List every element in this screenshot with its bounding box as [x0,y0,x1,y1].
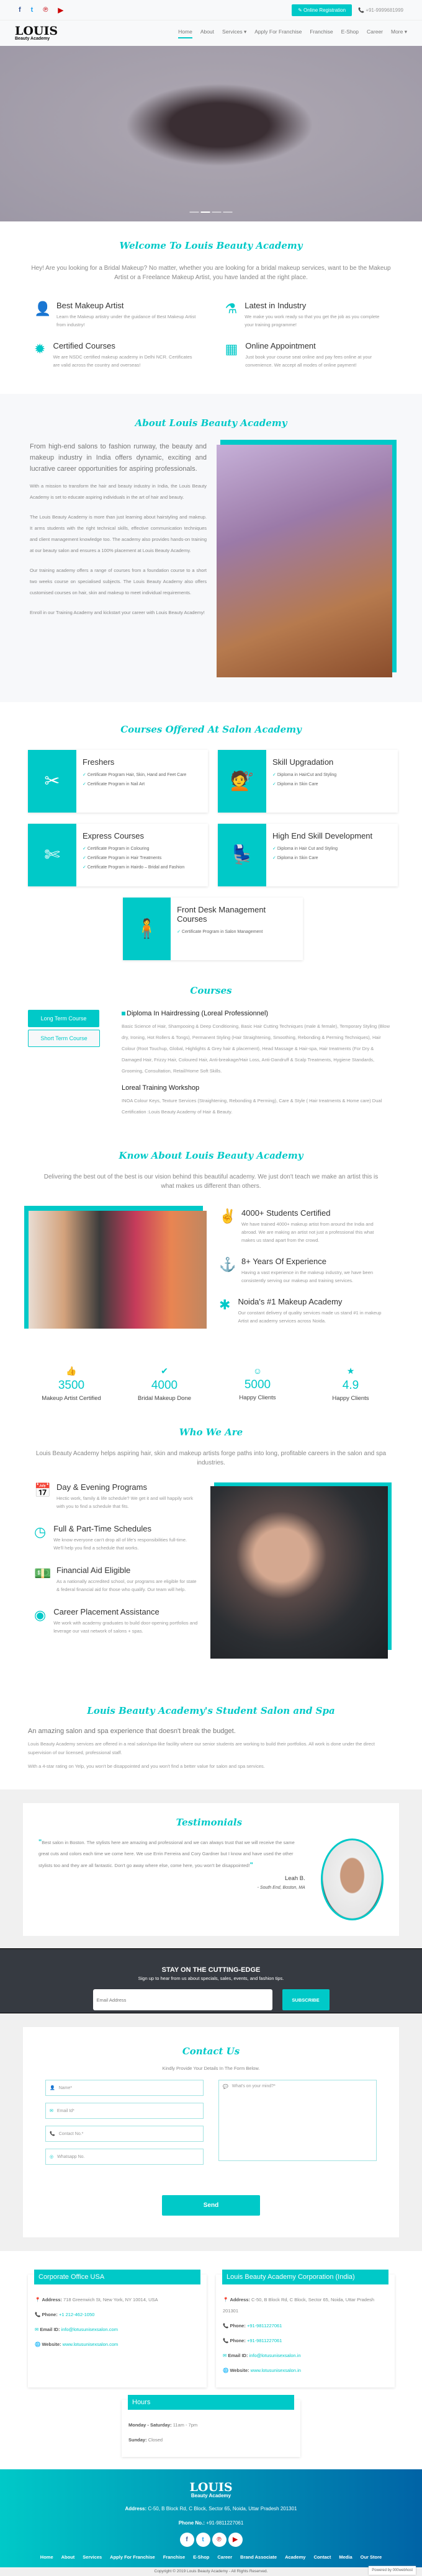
hours-label: Sunday: [128,2437,147,2443]
nav-item-franchise[interactable]: Franchise [310,28,333,35]
field-placeholder: Whatsapp No. [57,2154,85,2159]
testimonial-location: - South End, Boston, MA [257,1886,305,1890]
contact-title: Contact Us [182,2046,240,2057]
long-term-course-tab[interactable]: Long Term Course [28,1010,99,1027]
know-features [219,1208,387,1329]
course-card-title: Freshers [83,757,115,767]
feature-title: Certified Courses [53,341,115,350]
courses-offered-section [0,702,422,979]
twitter-icon[interactable]: t [30,6,34,14]
phone-icon: 📞 [35,2312,42,2317]
feature-title: Full & Part-Time Schedules [53,1524,151,1533]
office-line [216,2294,395,2317]
footer-address: C-50, B Block Rd, C Block, Sector 65, Noida, Uttar Pradesh 201301 [148,2506,297,2511]
who-image-frame [210,1486,388,1659]
office-line-label: Address: [42,2297,62,2302]
nav-menu [178,29,407,38]
feature-text: Our constant delivery of quality services made us stand #1 in makeup Artist and academy services across Noida. [238,1310,382,1324]
footer-links [0,2554,422,2560]
who-features [34,1482,198,1659]
hero-slider[interactable] [0,46,422,221]
spa-para: With a 4-star rating on Yelp, you won't be disappointed and you won't find a better value for salon and spa services. [28,1763,265,1769]
feature-item [34,341,197,369]
slider-dot[interactable] [190,212,199,213]
footer-link-services[interactable]: Services [83,2554,102,2560]
hours-value: Closed [148,2437,163,2443]
spa-para: Louis Beauty Academy services are offered in a real salon/spa-like facility where our senior students are working to build their portfolios. All work is done under the direct supervision of our licensed, professional staff. [28,1741,375,1755]
calendar-icon: ▦ [225,341,238,357]
hours-title: Hours [128,2395,294,2410]
slider-dot[interactable] [212,212,222,213]
about-image-frame [217,445,392,677]
office-line-value[interactable]: info@lotusunisexsalon.com [61,2327,118,2332]
who-image [210,1486,388,1659]
office-line-label: Website: [230,2368,249,2373]
footer-logo-name: LOUIS [189,2480,233,2494]
course-card[interactable] [218,750,398,813]
student-salon-section [0,1677,422,1789]
stat-label: Happy Clients [239,1394,276,1401]
money-icon: 💵 [34,1566,52,1581]
feature-title: Career Placement Assistance [53,1607,159,1616]
testimonial-quote: Best salon in Boston. The stylists here are amazing and professional and we can always trust that we will receive the same great cuts and colors each time we come here. We use Errin Ferreira and Cory Gardner but I know and have used the other stylists too and they are all fantastic. Don't go away where else, come here, you won't be disappointed! [38,1840,295,1868]
who-title: Who We Are [179,1427,243,1438]
whatsapp-icon: ◎ [50,2155,54,2159]
course-card-item: ✓ Certificate Program in Salon Management [177,929,297,936]
hours-card [122,2400,300,2457]
about-title: About Louis Beauty Academy [135,417,287,429]
course-card-item: ✓ Certificate Program in Colouring [83,845,184,853]
feature-title: Online Appointment [245,341,316,350]
stat-item [211,1366,304,1402]
offices-section [0,2251,422,2469]
office-line [216,2320,395,2332]
online-registration-button[interactable]: ✎ Online Registration [292,4,352,16]
comment-icon: 💬 [222,2085,228,2089]
newsletter-title: STAY ON THE CUTTING-EDGE [161,1966,261,1974]
feature-item [34,301,197,329]
feature-text: We are NSDC certified makeup academy in Delhi NCR. Certificates are valid across the country and overseas! [53,354,192,368]
course-heading: Diploma In Hairdressing (Loreal Professionnel) [127,1010,269,1017]
welcome-section [0,221,422,394]
office-line-label: Phone: [230,2338,246,2343]
feature-title: 8+ Years Of Experience [241,1257,326,1266]
copyright-text: Copyright © 2019 Louis Beauty Academy - All Rights Reserved. [154,2569,268,2574]
course-card-item: ✓ Diploma in Skin Care [272,781,336,788]
course-card[interactable] [218,824,398,886]
stats-section [0,1347,422,1427]
calendar-check-icon: 📅 [34,1482,52,1498]
footer-link-about[interactable]: About [61,2554,75,2560]
feature-item [34,1607,198,1635]
phone-icon: 📞 [358,7,365,13]
short-term-course-tab[interactable]: Short Term Course [28,1030,100,1047]
footer-logo-tagline: Beauty Academy [191,2493,231,2498]
course-card-item: ✓ Certificate Program in Hairdo – Bridal and Fashion [83,864,184,871]
testimonial-author: Leah B. [284,1875,305,1882]
newsletter-subtitle: Sign up to hear from us about specials, sales, events, and fashion tips. [138,1976,284,1981]
feature-title: Financial Aid Eligible [56,1566,131,1575]
office-line-label: Website: [42,2342,61,2347]
testimonials-section: Testimonials "Best salon in Boston. The stylists here are amazing and professional and we can always trust that we will receive the same great cuts and colors each time we come here. We use Errin Ferreira and Cory Gardner but I know and have used the other stylists too and they are all fantastic. Don't go away where else, come here, you won't be disappointed!" Leah B. - South End, Boston, MA [0,1789,422,1948]
office-line-label: Email ID: [40,2327,60,2332]
haircut-icon: 💇 [218,750,266,813]
feature-item [219,1297,387,1325]
office-line-label: Email ID: [228,2353,248,2358]
office-line [28,2309,207,2320]
course-description: Basic Science of Hair, Shampooing & Deep Conditioning, Basic Hair Cutting Techniques (male & female), Temporary Styling (Blow dry, Ironing, Hot Rollers & Tongs), Permanent Styling (Hair Straightening, Smoothing, Rebonding & Perming Techniques), Hair Colour (Root Touchup, Global, Highlights & Grey hair & placement), Head Massage & Hair-spa, Hair treatments (For Dry & Damaged Hair, Frizzy Hair, Coloured Hair, Anti-breakage/Hair Loss, Anti-Dandruff & Scalp Treatments, Hygiene Standards, Grooming, Consultation, Retail/Home Soft Skills. [122,1023,390,1074]
footer-address-label: Address: [125,2506,147,2511]
bullet-square-icon [122,1012,125,1015]
office-line [28,2324,207,2335]
top-bar [0,0,422,20]
footer-link-ourstore[interactable]: Our Store [360,2554,382,2560]
know-section [0,1144,422,1347]
nav-item-about[interactable]: About [200,28,215,35]
stat-label: Makeup Artist Certified [42,1395,101,1402]
about-paragraph: Our training academy offers a range of courses from a foundation course to a short two weeks course on specialised subjects. The Louis Beauty Academy also offers customised courses on hair, skin and makeup to meet individual requirements. [30,568,207,595]
feature-item [34,1482,198,1510]
nav-item-services[interactable]: Services ▾ [222,28,247,35]
feature-text: We make you work ready so that you get the job as you complete your training programme! [245,314,380,328]
map-marker-icon: 📍 [35,2297,42,2302]
who-intro: Louis Beauty Academy helps aspiring hair, skin and makeup artists forge paths into long, profitable careers in the salon and spa industries. [35,1450,387,1466]
about-lead: From high-end salons to fashion runway, the beauty and makeup industry in India offers dynamic, exciting and lucrative career opportunities for aspiring professionals. [30,443,207,473]
name-input[interactable] [45,2080,204,2096]
office-line-value[interactable]: www.lotusunisexsalon.com [62,2342,119,2347]
welcome-features [0,301,422,369]
scissors-badge-icon: ✄ [28,824,76,886]
office-line-label: Address: [230,2297,250,2302]
envelope-icon: ✉ [35,2327,40,2332]
stat-label: Happy Clients [332,1395,369,1402]
footer-link-applyforfranchise[interactable]: Apply For Franchise [110,2554,155,2560]
courses-offered-title: Courses Offered At Salon Academy [120,724,302,735]
slider-dot[interactable] [223,212,233,213]
workshop-heading: Loreal Training Workshop [122,1084,200,1092]
main-nav [0,20,422,46]
course-card-title: Express Courses [83,831,144,840]
anchor-icon: ⚓ [219,1257,236,1272]
field-placeholder: Email Id* [56,2108,74,2113]
nav-item-more[interactable]: More ▾ [391,28,407,35]
know-title: Know About Louis Beauty Academy [119,1150,303,1161]
office-line-label: Phone: [230,2323,246,2329]
footer-link-franchise[interactable]: Franchise [163,2554,186,2560]
footer-phone: +91-9811227061 [206,2520,244,2526]
clock-icon: ◷ [34,1524,47,1540]
globe-icon: 🌐 [223,2368,230,2373]
welcome-intro: Hey! Are you looking for a Bridal Makeup? No matter, whether you are looking for a bridal makeup services, want to be the Makeup Artist or a Freelance Makeup Artist, you have landed at the right place. [31,265,391,281]
nav-item-career[interactable]: Career [367,28,383,35]
workshop-description: INOA Colour Keys, Texture Services (Straightening, Rebonding & Perming), Care & Style ( Hair treatments & Home care) Dual Certification :Louis Beauty Academy of Hair & Beauty. [122,1098,382,1115]
stylist-icon: ✂ [28,750,76,813]
testimonial-avatar [321,1838,384,1920]
footer-social-links [0,2533,422,2547]
course-card-item: ✓ Certificate Program in Hair Treatments [83,855,184,862]
feature-item [225,301,388,329]
courses-title: Courses [190,985,232,996]
user-icon: 👤 [34,301,52,316]
course-card-item: ✓ Certificate Program Hair, Skin, Hand and Feet Care [83,772,186,779]
office-line [216,2335,395,2346]
office-line-label: Phone: [42,2312,58,2317]
footer-link-media[interactable]: Media [339,2554,352,2560]
facebook-icon[interactable]: f [19,6,21,14]
office-line [216,2365,395,2376]
phone-icon: 📞 [50,2132,55,2136]
hours-label: Monday - Saturday: [128,2422,172,2428]
office-line-value[interactable]: info@lotusunisexsalon.in [249,2353,301,2358]
feature-text: Learn the Makeup artistry under the guidance of Best Makeup Artist from industry! [56,314,196,328]
whatsappno-input[interactable] [45,2149,204,2165]
slider-dots [190,212,233,213]
feature-text: We know everyone can't drop all of life's responsibilities full-time. We'll help you find a schedule that works. [53,1537,187,1551]
feature-title: Day & Evening Programs [56,1482,147,1492]
twitter-icon[interactable]: t [196,2533,210,2547]
office-card [28,2275,207,2387]
front-desk-icon: 🧍 [123,898,171,960]
feature-title: Noida's #1 Makeup Academy [238,1297,343,1306]
feature-title: Latest in Industry [245,301,307,310]
youtube-icon[interactable]: ▶ [228,2533,243,2547]
team-image [29,1211,207,1329]
course-card-title: Skill Upgradation [272,757,334,767]
message-placeholder: What's on your mind?* [231,2084,276,2088]
office-title: Corporate Office USA [34,2270,200,2284]
team-image-frame [25,1211,203,1329]
phone-icon: 📞 [223,2323,230,2329]
testimonials-title: Testimonials [176,1817,243,1828]
newsletter-section [0,1948,422,2013]
office-line-value[interactable]: www.lotusunisexsalon.in [250,2368,301,2373]
course-card-title: High End Skill Development [272,831,373,840]
course-cards [0,750,422,960]
footer-link-eshop[interactable]: E-Shop [193,2554,210,2560]
feature-text: Hectic work, family & life schedule? We get it and will happily work with you to find a schedule that fits. [56,1495,193,1509]
course-card-item: ✓ Diploma in Hair Cut and Styling [272,845,372,853]
message-textarea[interactable] [218,2080,377,2161]
office-line [28,2294,207,2306]
hours-line [122,2435,300,2446]
contact-section [0,2013,422,2251]
emailid-input[interactable] [45,2103,204,2119]
compass-icon: ◉ [34,1607,47,1623]
smile-icon: ☺ [253,1366,263,1376]
know-intro: Delivering the best out of the best is our vision behind this beautiful academy. We just don't teach we make an artist this is what makes us different than others. [43,1174,379,1190]
star-icon: ★ [346,1366,355,1376]
feature-text: We work with academy graduates to build door-opening portfolios and leverage our vast network of salons + spas. [53,1620,198,1634]
certificate-icon: ✹ [34,341,46,357]
stat-value: 4.9 [342,1379,359,1392]
copyright-bar [0,2567,422,2576]
feature-item [219,1257,387,1285]
send-button[interactable]: Send [162,2195,260,2216]
envelope-icon: ✉ [223,2353,228,2358]
phone-text: +91-9999681999 [366,7,403,13]
about-text [30,441,207,677]
envelope-icon: ✉ [50,2109,53,2113]
stat-value: 5000 [244,1378,271,1391]
spa-title: Louis Beauty Academy's Student Salon and Spa [87,1705,335,1716]
spa-lead: An amazing salon and spa experience that doesn't break the budget. [28,1727,236,1735]
course-card[interactable] [28,750,208,813]
stat-item [118,1366,211,1402]
stat-value: 3500 [58,1379,85,1392]
phone-icon: 📞 [223,2338,230,2343]
office-line-value[interactable]: +1 212-462-1050 [58,2312,95,2317]
field-placeholder: Name* [58,2085,73,2090]
stat-label: Bridal Makeup Done [137,1395,192,1402]
office-line-value: C-50, B Block Rd, C Block, Sector 65, Noida, Uttar Pradesh 201301 [223,2297,375,2314]
footer-link-career[interactable]: Career [217,2554,233,2560]
register-label: Online Registration [303,7,346,13]
feature-text: Having a vast experience in the makeup industry, we have been consistently serving our makeup and training services. [241,1270,374,1283]
course-card[interactable] [28,824,208,886]
victory-hand-icon: ✌ [219,1208,236,1224]
course-card-item: ✓ Diploma in Skin Care [272,855,372,862]
footer-link-contact[interactable]: Contact [313,2554,331,2560]
subscribe-button[interactable]: SUBSCRIBE [282,1989,330,2010]
stat-item [25,1366,118,1402]
nav-item-applyforfranchise[interactable]: Apply For Franchise [254,28,302,35]
facebook-icon[interactable]: f [180,2533,194,2547]
course-card-item: ✓ Diploma in HairCut and Styling [272,772,336,779]
footer-link-brandassociate[interactable]: Brand Associate [240,2554,277,2560]
about-paragraph: Enroll in our Training Academy and kickstart your career with Louis Beauty Academy! [30,610,205,615]
footer-phone-label: Phone No.: [178,2520,205,2526]
pinterest-icon[interactable]: ℗ [212,2533,227,2547]
feature-item [34,1566,198,1593]
asterisk-icon: ✱ [219,1297,231,1313]
courses-section [0,979,422,1144]
nav-item-home[interactable]: Home [178,29,192,38]
social-links [19,6,63,14]
welcome-title: Welcome To Louis Beauty Academy [119,240,303,251]
check-icon: ✔ [161,1366,168,1376]
office-line-value[interactable]: +91-9811227061 [246,2323,282,2329]
slider-dot[interactable] [201,212,210,213]
who-section [0,1427,422,1677]
feature-text: We have trained 4000+ makeup artist from around the India and abroad. We are making an artist not just a professional this what makes us stand apart from the crowd. [241,1221,374,1243]
field-placeholder: Contact No.* [58,2131,84,2136]
office-card [216,2275,395,2387]
powered-by-badge[interactable]: Powered by 000webhost [369,2566,416,2575]
hours-line [122,2420,300,2431]
user-icon: 👤 [50,2086,55,2090]
stat-item [304,1366,397,1402]
feature-text: As a nationally accredited school, our programs are eligible for state & federal financial aid for those who qualify. Our team will help. [56,1579,197,1592]
stat-value: 4000 [151,1379,178,1392]
course-card-title: Front Desk Management Courses [177,905,266,924]
footer-link-home[interactable]: Home [40,2554,53,2560]
office-line [28,2339,207,2350]
about-image [217,445,392,677]
about-paragraph: The Louis Beauty Academy is more than just learning about hairstyling and makeup. It arms students with the right technical skills, effective communication techniques and client management knowledge too. The academy also provides hands-on training at our beauty salon and ensures a 100% placement at Louis Beauty Academy. [30,514,207,553]
feature-item [34,1524,198,1552]
phone-number [358,7,403,13]
logo-name: LOUIS [15,24,58,38]
about-paragraph: With a mission to transform the hair and beauty industry in India, the Louis Beauty Academy is set to educate aspiring individuals in the art of hair and beauty. [30,483,207,500]
office-title: Louis Beauty Academy Corporation (India) [222,2270,388,2284]
hours-value: 11am - 7pm [173,2422,198,2428]
globe-icon: 🌐 [35,2342,42,2347]
footer-link-academy[interactable]: Academy [285,2554,306,2560]
feature-title: 4000+ Students Certified [241,1208,331,1218]
feature-text: Just book your course seat online and pay fees online at your convenience. We accept all modes of online payment! [245,354,372,368]
nav-item-eshop[interactable]: E-Shop [341,28,359,35]
newsletter-email-input[interactable] [93,1989,272,2010]
salon-chair-icon: 💺 [218,824,266,886]
office-line-value: 718 Greenwich St, New York, NY 10014, USA [63,2297,158,2302]
contactno-input[interactable] [45,2126,204,2142]
contact-subtitle: Kindly Provide Your Details In The Form Below. [162,2066,260,2071]
flask-icon: ⚗ [225,301,238,316]
logo[interactable] [15,25,58,41]
thumbs-up-icon: 👍 [66,1366,77,1376]
feature-title: Best Makeup Artist [56,301,124,310]
map-marker-icon: 📍 [223,2297,230,2302]
about-section [0,394,422,702]
course-card-item: ✓ Certificate Program in Nail Art [83,781,186,788]
pinterest-icon[interactable]: ℗ [43,6,48,14]
office-line-value[interactable]: +91-9811227061 [246,2338,282,2343]
youtube-icon[interactable]: ▶ [58,6,63,14]
logo-tagline: Beauty Academy [15,37,50,41]
office-line [216,2350,395,2361]
feature-item [225,341,388,369]
course-card[interactable] [123,898,303,960]
footer [0,2469,422,2567]
feature-item [219,1208,387,1244]
